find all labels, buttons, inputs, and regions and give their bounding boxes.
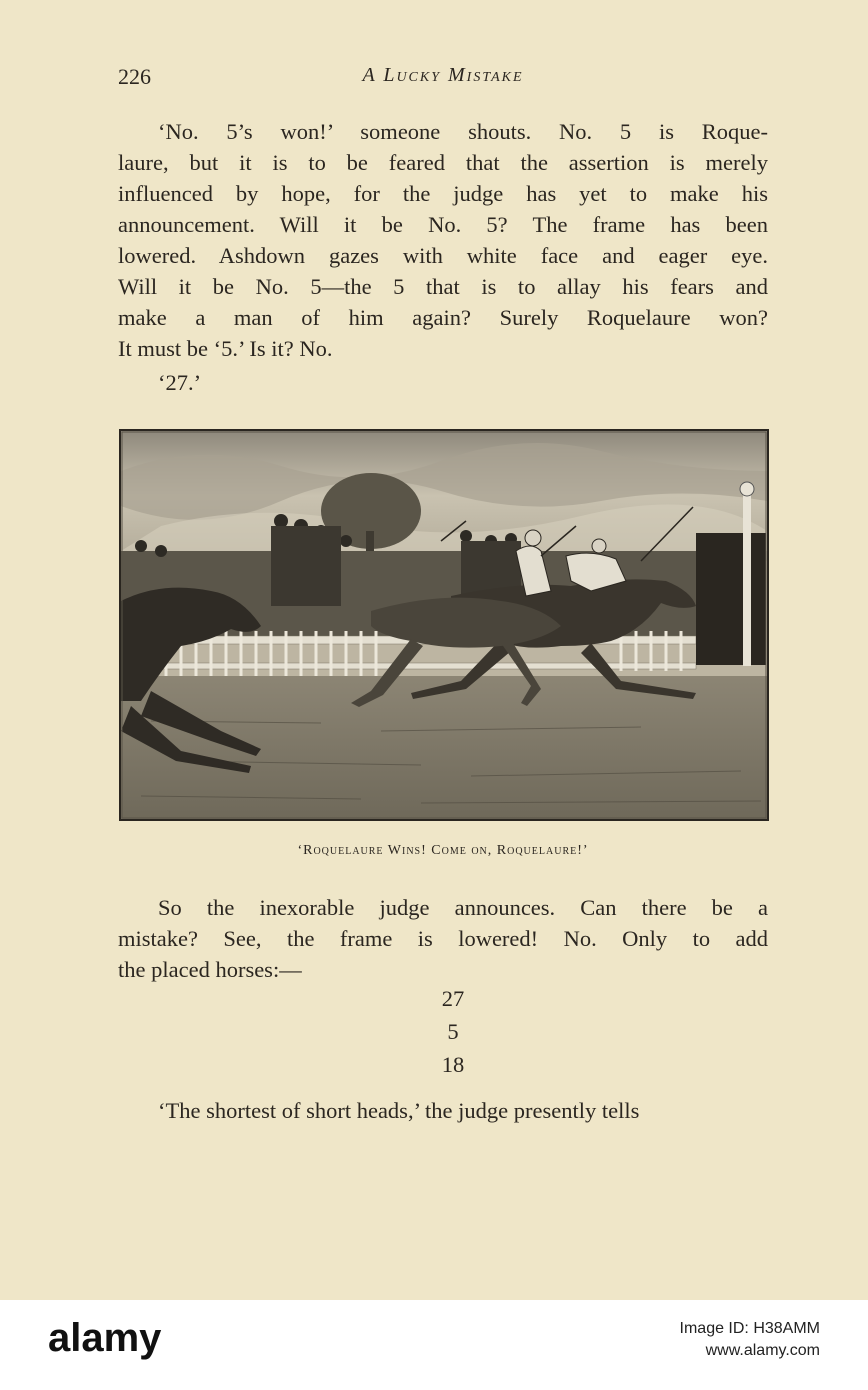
image-id-block [680,1320,820,1360]
turf [121,676,767,819]
text-line: make a man of him again? Surely Roquelaure won? [118,305,768,330]
placing-second: 5 [447,1019,459,1044]
text-line: lowered. Ashdown gazes with white face and eager eye. [118,243,768,268]
paragraph-3: ‘The shortest of short heads,’ the judge presently tells [158,1098,640,1123]
winning-post [743,491,751,666]
horse-race-illustration [119,429,769,821]
placed-horses-list [118,982,768,1081]
text-line: Will it be No. 5—the 5 that is to allay his fears and [118,274,768,299]
illustration-drawing [121,431,767,819]
text-line: laure, but it is to be feared that the assertion is merely [118,150,768,175]
placing-third: 18 [441,1052,465,1077]
running-title: A Lucky Mistake [362,64,524,86]
text-line: announcement. Will it be No. 5? The frame has been [118,212,768,237]
text-line: It must be ‘5.’ Is it? No. [118,336,333,361]
page-number: 226 [118,64,151,89]
winning-post-ball [740,482,754,496]
placing-first: 27 [441,986,465,1011]
paragraph-1 [118,116,768,364]
image-id: Image ID: H38AMM [679,1320,820,1337]
number-line: ‘27.’ [158,370,202,395]
text-line: mistake? See, the frame is lowered! No. Only to add [118,926,768,951]
stock-url: www.alamy.com [705,1342,820,1359]
text-line: influenced by hope, for the judge has yet to make his [118,181,768,206]
illustration-caption: ‘Roquelaure Wins! Come on, Roquelaure!’ [297,843,589,858]
paragraph-2 [118,892,768,985]
text-line: the placed horses:— [118,957,302,982]
text-line: ‘No. 5’s won!’ someone shouts. No. 5 is Roque- [158,119,768,144]
alamy-logo: alamy [48,1316,162,1360]
text-line: So the inexorable judge announces. Can there be a [158,895,768,920]
page-header [118,64,768,94]
judge-box [696,533,766,665]
